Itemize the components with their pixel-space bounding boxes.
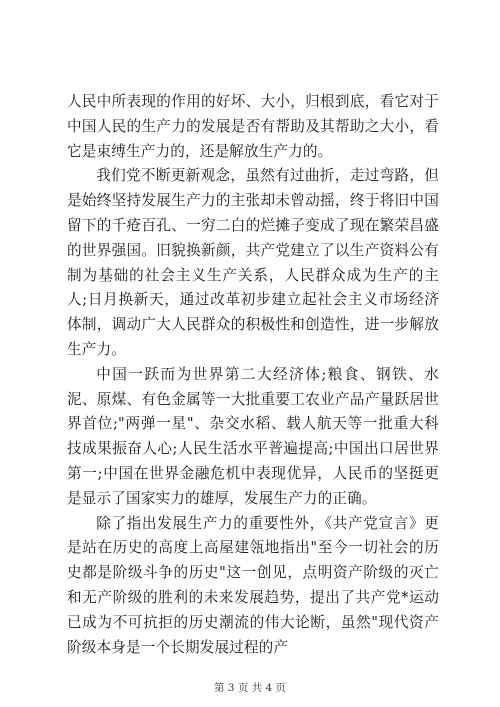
document-body [67, 90, 439, 660]
page-number-label: 第 3 页 共 4 页 [213, 682, 287, 694]
page-footer [0, 681, 500, 695]
paragraph-4: 除了指出发展生产力的重要性外，《共产党宣言》更是站在历史的高度上高屋建瓴地指出"至今一切社会的历史都是阶级斗争的历史"这一创见，点明资产阶级的灭亡和无产阶级的胜利的未来发展趋势，提出了共产党*运动已成为不可抗拒的历史潮流的伟大论断，虽然"现代资产阶级本身是一个长期发展过程的产 [67, 514, 439, 656]
paragraph-3: 中国一跃而为世界第二大经济体;粮食、钢铁、水泥、原煤、有色金属等一大批重要工农业产品产量跃居世界首位;"两弹一星"、杂交水稻、载人航天等一批重大科技成果振奋人心;人民生活水平普遍提高;中国出口居世界第一;中国在世界金融危机中表现优异，人民币的坚挺更是显示了国家实力的雄厚，发展生产力的正确。 [67, 365, 439, 507]
paragraph-2: 我们党不断更新观念，虽然有过曲折，走过弯路，但是始终坚持发展生产力的主张却未曾动摇，终于将旧中国留下的千疮百孔、一穷二白的烂摊子变成了现在繁荣昌盛的世界强国。旧貌换新颜，共产党建立了以生产资料公有制为基础的社会主义生产关系，人民群众成为生产的主人;日月换新天，通过改革初步建立起社会主义市场经济体制，调动广大人民群众的积极性和创造性，进一步解放生产力。 [67, 167, 439, 358]
paragraph-1: 人民中所表现的作用的好坏、大小，归根到底，看它对于中国人民的生产力的发展是否有帮助及其帮助之大小，看它是束缚生产力的，还是解放生产力的。 [67, 93, 439, 160]
